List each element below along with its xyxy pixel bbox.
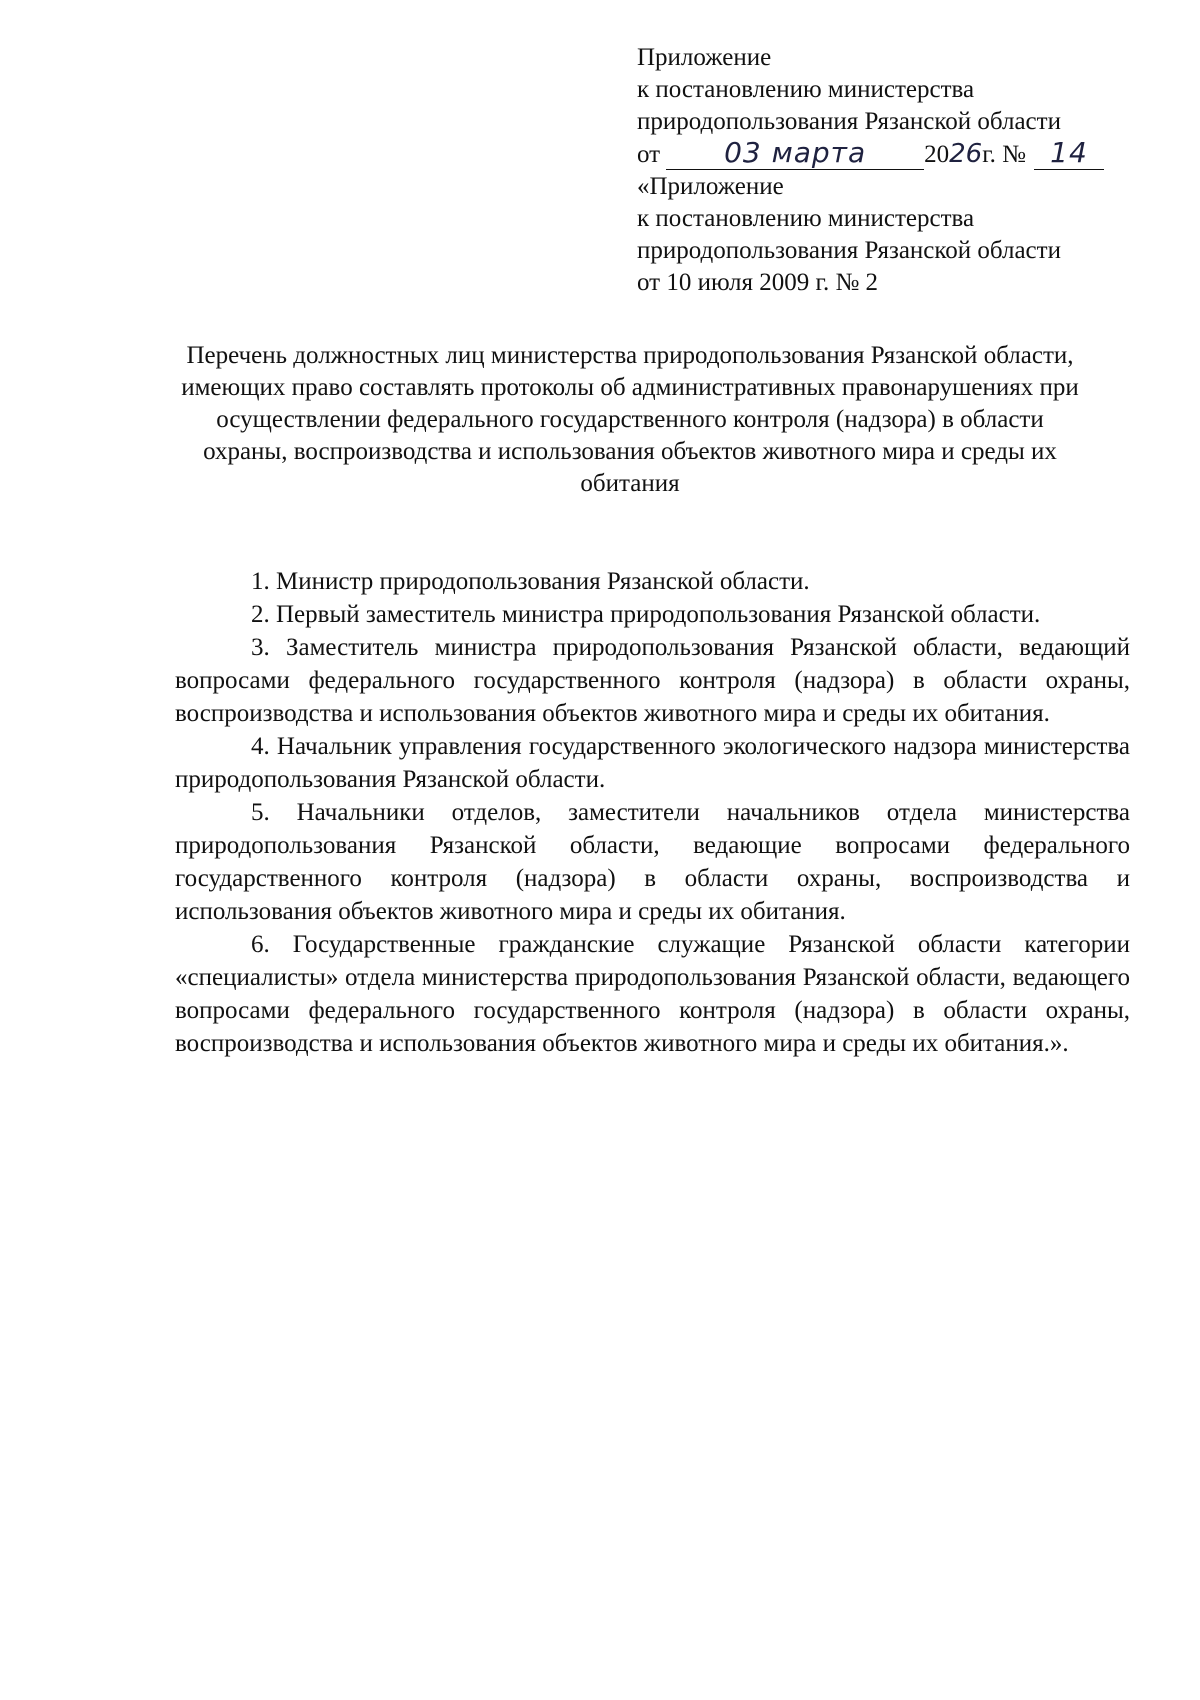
list-item: 4. Начальник управления государственного экологического надзора министерства природопользования Рязанской области.	[175, 733, 1130, 793]
header-line-original-date: от 10 июля 2009 г. № 2	[637, 269, 879, 296]
list-item: 3. Заместитель министра природопользования Рязанской области, ведающий вопросами федерального государственного контроля (надзора) в области охраны, воспроизводства и использования объектов животного мира и среды их обитания.	[175, 634, 1130, 727]
document-title: Перечень должностных лиц министерства природопользования Рязанской области, имеющих право составлять протоколы об административных правонарушениях при осуществлении федерального государственного контроля (надзора) в области охраны, воспроизводства и использования объектов животного мира и среды их обитания	[181, 342, 1079, 497]
header-line-original-appendix: «Приложение	[637, 173, 784, 200]
handwritten-date: 03 марта	[724, 136, 867, 169]
appendix-header	[637, 42, 1157, 299]
officials-list	[175, 565, 1130, 1060]
date-prefix: от	[637, 141, 661, 168]
handwritten-year: 26	[949, 139, 983, 169]
header-line-appendix: Приложение	[637, 44, 772, 71]
year-prefix: 20	[924, 141, 950, 168]
year-suffix: г. №	[982, 141, 1026, 168]
header-line-original-ministry: природопользования Рязанской области	[637, 237, 1061, 264]
list-item: 6. Государственные гражданские служащие Рязанской области категории «специалисты» отдела министерства природопользования Рязанской области, ведающего вопросами федерального государственного контроля (надзора) в области охраны, воспроизводства и использования объектов животного мира и среды их обитания.».	[175, 931, 1130, 1057]
header-line-ministry: природопользования Рязанской области	[637, 108, 1061, 135]
handwritten-number: 14	[1050, 136, 1088, 169]
header-line-original-resolution: к постановлению министерства	[637, 205, 975, 232]
header-line-resolution: к постановлению министерства	[637, 76, 975, 103]
header-date-line	[637, 138, 1157, 171]
list-item: 1. Министр природопользования Рязанской области.	[251, 568, 810, 595]
date-field	[666, 136, 924, 170]
list-item: 2. Первый заместитель министра природопользования Рязанской области.	[251, 601, 1041, 628]
list-item: 5. Начальники отделов, заместители начальников отдела министерства природопользования Рязанской области, ведающие вопросами федерального государственного контроля (надзора) в области охраны, воспроизводства и использования объектов животного мира и среды их обитания.	[175, 799, 1130, 925]
number-field	[1034, 136, 1104, 170]
